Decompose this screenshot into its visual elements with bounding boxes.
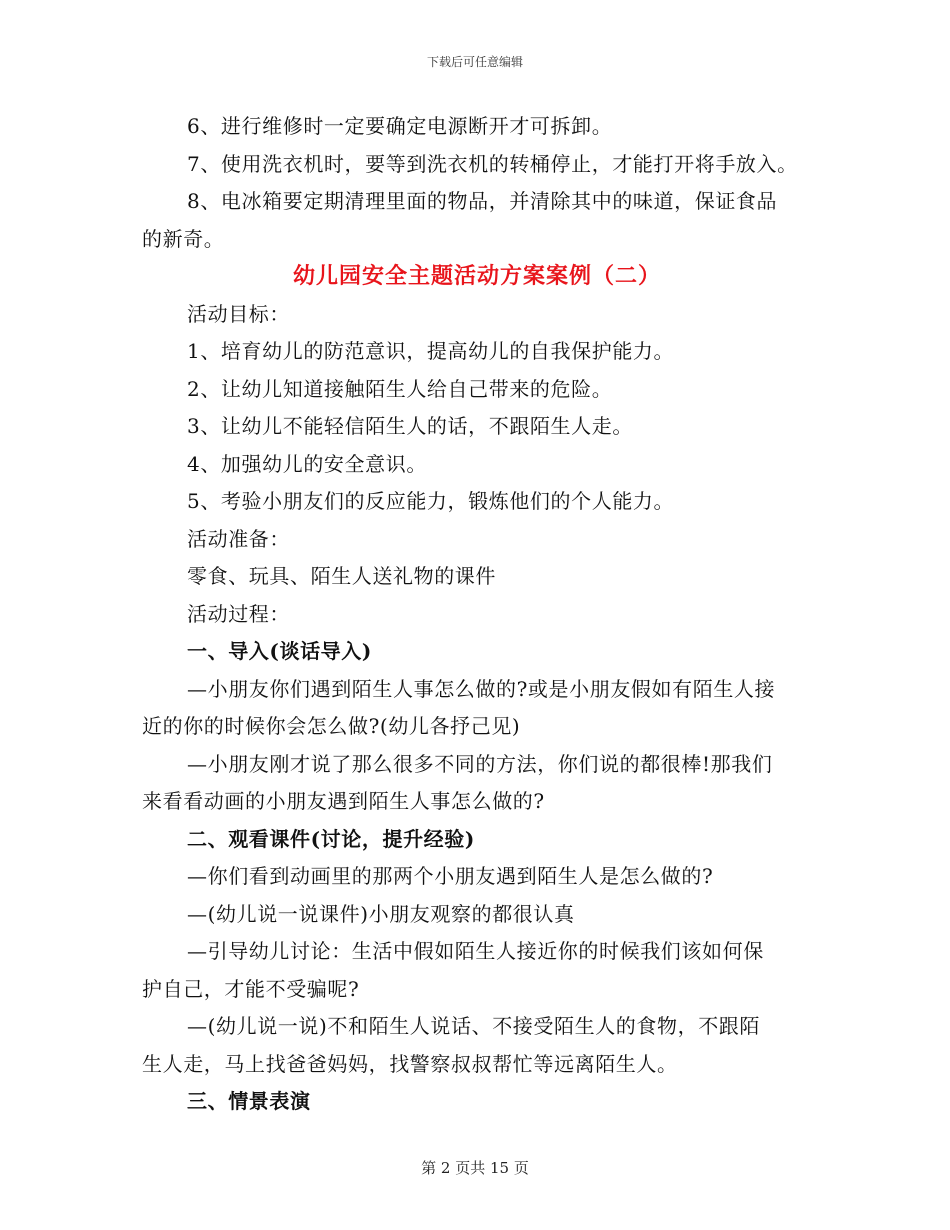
body-line: 3、让幼儿不能轻信陌生人的话，不跟陌生人走。 [187,414,633,438]
body-line: 零食、玩具、陌生人送礼物的课件 [187,564,496,588]
body-line: 7、使用洗衣机时，要等到洗衣机的转桶停止，才能打开将手放入。 [187,151,798,176]
body-line: —(幼儿说一说课件)小朋友观察的都很认真 [187,901,575,926]
body-line: —引导幼儿讨论：生活中假如陌生人接近你的时候我们该如何保 [187,939,764,963]
body-line: —小朋友刚才说了那么很多不同的方法，你们说的都很棒!那我们 [187,751,773,776]
body-line: 4、加强幼儿的安全意识。 [187,451,427,476]
subheading: 三、情景表演 [187,1089,311,1113]
body-line: 活动准备： [187,526,290,551]
page-header: 下载后可任意编辑 [426,55,523,69]
body-line: 近的你的时候你会怎么做?(幼儿各抒己见) [142,714,521,738]
subheading: 二、观看课件(讨论，提升经验) [187,826,475,851]
body-line: 活动过程： [187,601,290,626]
body-line: 来看看动画的小朋友遇到陌生人事怎么做的? [142,789,545,813]
body-line: —你们看到动画里的那两个小朋友遇到陌生人是怎么做的? [187,864,714,888]
body-line: 的新奇。 [142,226,225,251]
document-body [142,108,812,1121]
body-line: 6、进行维修时一定要确定电源断开才可拆卸。 [187,114,613,138]
page-footer: 第 2 页共 15 页 [421,1159,529,1177]
body-line: 8、电冰箱要定期清理里面的物品，并清除其中的味道，保证食品 [187,189,778,213]
body-line: —(幼儿说一说)不和陌生人说话、不接受陌生人的食物，不跟陌 [187,1014,761,1038]
body-line: 5、考验小朋友们的反应能力，锻炼他们的个人能力。 [187,489,675,513]
body-line: 活动目标： [187,301,290,326]
body-line: 2、让幼儿知道接触陌生人给自己带来的危险。 [187,376,613,401]
body-line: 1、培育幼儿的防范意识，提高幼儿的自我保护能力。 [187,339,675,363]
body-line: —小朋友你们遇到陌生人事怎么做的?或是小朋友假如有陌生人接 [187,676,776,701]
body-line: 生人走，马上找爸爸妈妈，找警察叔叔帮忙等远离陌生人。 [142,1051,678,1076]
subheading: 一、导入(谈话导入) [187,639,372,663]
body-line: 护自己，才能不受骗呢? [142,976,360,1001]
section-title: 幼儿园安全主题活动方案案例（二） [292,263,661,289]
